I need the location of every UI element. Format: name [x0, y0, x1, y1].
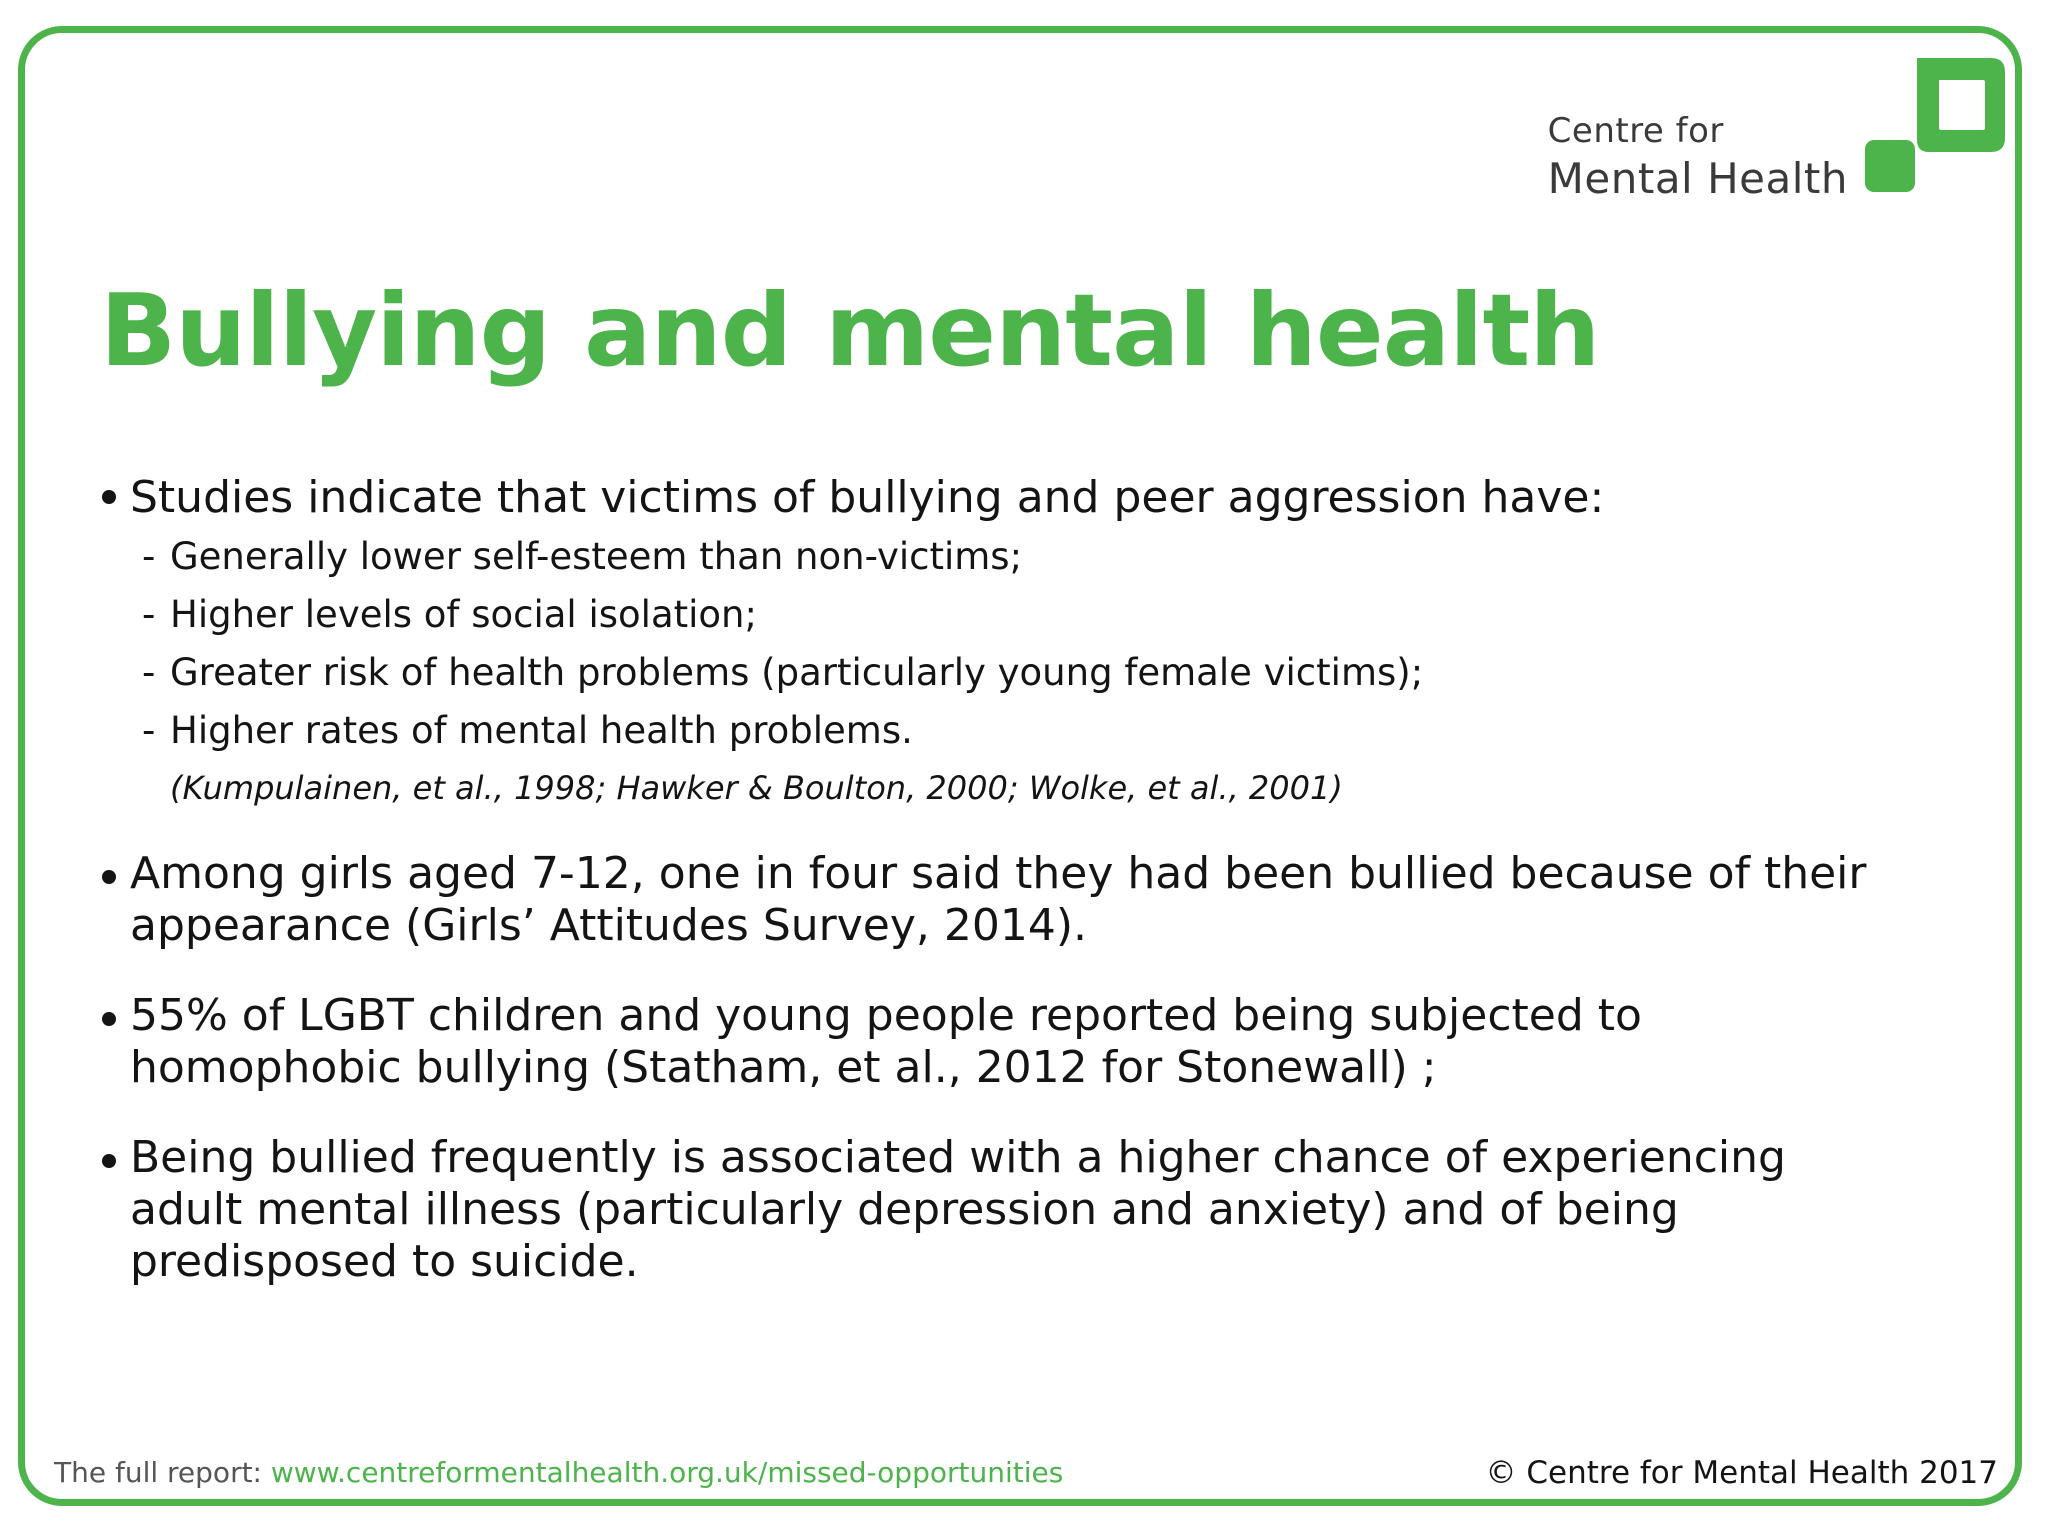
sub-item-health-problems-text: Greater risk of health problems (particularly young female victims);	[170, 651, 1424, 694]
footer-report	[54, 1456, 1063, 1489]
sub-item-self-esteem-text: Generally lower self-esteem than non-victims;	[170, 535, 1023, 578]
bullet-girls-survey	[100, 848, 1880, 952]
bullet-adult-illness	[100, 1132, 1880, 1288]
bullet-lgbt-text: 55% of LGBT children and young people reported being subjected to homophobic bullying (Statham, et al., 2012 for Stonewall) ;	[130, 990, 1642, 1093]
page-title: Bullying and mental health	[100, 272, 1600, 389]
logo-line-2: Mental Health	[1547, 154, 1848, 203]
footer-report-link[interactable]: www.centreformentalhealth.org.uk/missed-opportunities	[270, 1456, 1064, 1489]
bullet-lgbt	[100, 990, 1880, 1094]
cmh-logo-mark-icon	[1865, 58, 2005, 198]
sub-item-social-isolation-text: Higher levels of social isolation;	[170, 593, 757, 636]
bullet-girls-survey-text: Among girls aged 7-12, one in four said they had been bullied because of their appearance (Girls’ Attitudes Survey, 2014).	[130, 848, 1867, 951]
footer-copyright: © Centre for Mental Health 2017	[1485, 1455, 1998, 1491]
sub-item-self-esteem: - Generally lower self-esteem than non-victims;	[142, 535, 1023, 578]
citation: (Kumpulainen, et al., 1998; Hawker & Boulton, 2000; Wolke, et al., 2001)	[170, 769, 1343, 807]
footer-report-label: The full report:	[54, 1456, 271, 1489]
bullet-studies-text: Studies indicate that victims of bullying and peer aggression have:	[130, 472, 1605, 523]
bullet-studies	[100, 468, 1880, 528]
slide-content	[100, 468, 1880, 1288]
logo-line-1: Centre for	[1547, 111, 1724, 151]
sub-item-social-isolation: - Higher levels of social isolation;	[142, 593, 757, 636]
logo-wordmark	[1548, 110, 1848, 206]
sub-item-mental-health-text: Higher rates of mental health problems.	[170, 709, 913, 752]
sub-item-health-problems: - Greater risk of health problems (particularly young female victims);	[142, 651, 1424, 694]
sub-item-mental-health: - Higher rates of mental health problems.	[142, 709, 913, 752]
bullet-adult-illness-text: Being bullied frequently is associated with a higher chance of experiencing adult mental illness (particularly depression and anxiety) and of being predisposed to suicide.	[130, 1132, 1786, 1287]
